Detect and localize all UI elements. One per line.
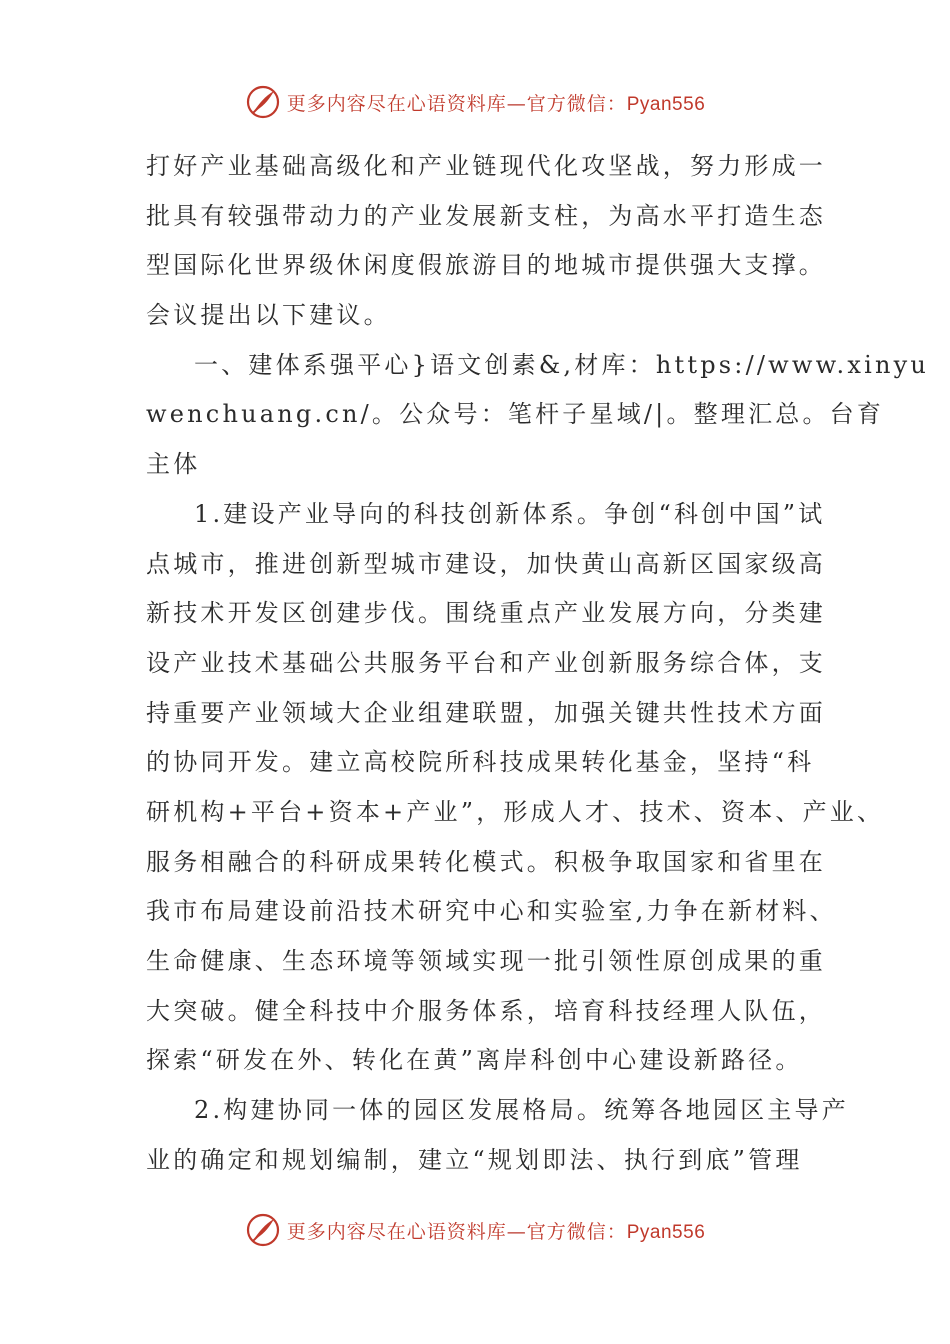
text-line: wenchuang.cn/。公众号：笔杆子星域/|。整理汇总。台育 bbox=[146, 400, 885, 429]
text-line: 批具有较强带动力的产业发展新支柱，为高水平打造生态 bbox=[146, 201, 826, 230]
banner-text bbox=[287, 1217, 706, 1244]
paragraph-start-line: 1.建设产业导向的科技创新体系。争创“科创中国”试 bbox=[194, 499, 826, 528]
text-line: 我市布局建设前沿技术研究中心和实验室,力争在新材料、 bbox=[146, 897, 837, 926]
paragraph-start-line: 2.构建协同一体的园区发展格局。统筹各地园区主导产 bbox=[194, 1096, 849, 1125]
text-line: 设产业技术基础公共服务平台和产业创新服务综合体，支 bbox=[146, 648, 826, 677]
banner-main-text: 更多内容尽在心语资料库 bbox=[286, 92, 507, 115]
banner-separator: — bbox=[506, 92, 527, 115]
banner-wechat-id: Pyan556 bbox=[626, 93, 706, 115]
text-line: 型国际化世界级休闲度假旅游目的地城市提供强大支撑。 bbox=[146, 251, 826, 280]
text-line: 生命健康、生态环境等领域实现一批引领性原创成果的重 bbox=[146, 947, 826, 975]
text-line: 业的确定和规划编制，建立“规划即法、执行到底”管理 bbox=[146, 1145, 803, 1174]
text-line: 探索“研发在外、转化在黄”离岸科创中心建设新路径。 bbox=[146, 1046, 803, 1075]
text-line: 点城市，推进创新型城市建设，加快黄山高新区国家级高 bbox=[146, 549, 826, 578]
banner-main-text: 更多内容尽在心语资料库 bbox=[286, 1220, 507, 1243]
banner-wechat-id: Pyan556 bbox=[626, 1221, 706, 1243]
banner-wechat-label: 官方微信： bbox=[526, 92, 627, 115]
text-line: 大突破。健全科技中介服务体系，培育科技经理人队伍， bbox=[146, 996, 826, 1025]
banner-wechat-label: 官方微信： bbox=[526, 1220, 627, 1243]
section-heading-line: 一、建体系强平心}语文创素&,材库：https://www.xinyu bbox=[194, 350, 930, 379]
text-line: 服务相融合的科研成果转化模式。积极争取国家和省里在 bbox=[146, 847, 826, 876]
banner-separator: — bbox=[506, 1220, 527, 1243]
text-line: 主体 bbox=[146, 450, 201, 479]
header-banner bbox=[0, 80, 950, 124]
text-line: 持重要产业领域大企业组建联盟，加强关键共性技术方面 bbox=[146, 698, 826, 727]
text-line: 打好产业基础高级化和产业链现代化攻坚战，努力形成一 bbox=[146, 152, 826, 180]
banner-text bbox=[287, 89, 706, 116]
quill-logo-icon bbox=[245, 1212, 281, 1248]
text-line: 的协同开发。建立高校院所科技成果转化基金，坚持“科 bbox=[146, 748, 815, 777]
footer-banner bbox=[0, 1208, 950, 1252]
document-body bbox=[146, 142, 930, 1185]
text-line: 会议提出以下建议。 bbox=[146, 301, 391, 330]
text-line: 研机构+平台+资本+产业”，形成人才、技术、资本、产业、 bbox=[146, 797, 885, 826]
quill-logo-icon bbox=[245, 84, 281, 120]
text-line: 新技术开发区创建步伐。围绕重点产业发展方向，分类建 bbox=[146, 599, 826, 628]
